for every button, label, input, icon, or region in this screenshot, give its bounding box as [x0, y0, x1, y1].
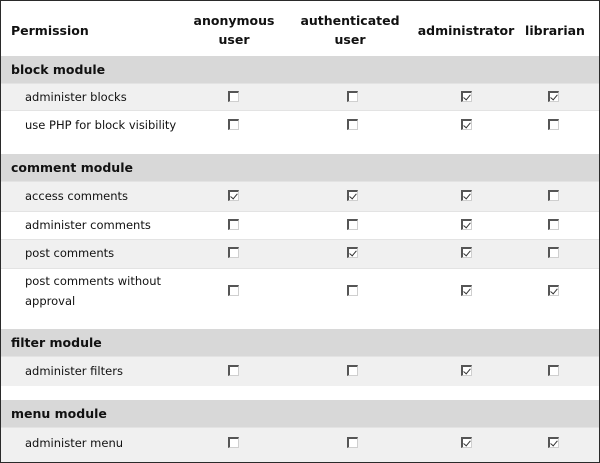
- header-role-line: librarian: [525, 23, 585, 38]
- header-permission: Permission: [11, 23, 89, 38]
- permission-label: administer menu: [25, 436, 124, 450]
- checkbox-authenticated-user[interactable]: [347, 219, 358, 230]
- header-role-line: administrator: [417, 23, 515, 38]
- checkbox-authenticated-user[interactable]: [347, 365, 358, 376]
- checkbox-anonymous-user[interactable]: [228, 190, 239, 201]
- header-role-librarian: [519, 21, 591, 40]
- permission-label: administer filters: [25, 364, 123, 378]
- permission-label: use PHP for block visibility: [25, 118, 177, 132]
- checkbox-administrator[interactable]: [461, 190, 472, 201]
- checkbox-librarian[interactable]: [548, 190, 559, 201]
- checkbox-authenticated-user[interactable]: [347, 91, 358, 102]
- checkbox-anonymous-user[interactable]: [228, 119, 239, 130]
- checkbox-anonymous-user[interactable]: [228, 365, 239, 376]
- module-header-menu: [1, 400, 599, 427]
- permission-label-line: post comments without: [25, 274, 162, 288]
- checkbox-anonymous-user[interactable]: [228, 91, 239, 102]
- module-title: filter module: [11, 335, 102, 350]
- checkbox-librarian[interactable]: [548, 437, 559, 448]
- permission-label: administer comments: [25, 218, 151, 232]
- checkbox-authenticated-user[interactable]: [347, 437, 358, 448]
- permission-label: administer blocks: [25, 90, 127, 104]
- module-title: menu module: [11, 406, 107, 421]
- checkbox-authenticated-user[interactable]: [347, 119, 358, 130]
- permission-row-administer-filters: [1, 356, 599, 386]
- checkbox-librarian[interactable]: [548, 247, 559, 258]
- checkbox-administrator[interactable]: [461, 437, 472, 448]
- permission-row-post-comments-without-approval: [1, 268, 599, 315]
- permission-row-use-php-block-visibility: [1, 110, 599, 140]
- checkbox-anonymous-user[interactable]: [228, 219, 239, 230]
- permission-row-access-comments: [1, 181, 599, 211]
- checkbox-librarian[interactable]: [548, 285, 559, 296]
- header-role-anonymous-user: [179, 11, 289, 49]
- header-role-line: user: [334, 32, 366, 47]
- checkbox-administrator[interactable]: [461, 285, 472, 296]
- checkbox-librarian[interactable]: [548, 219, 559, 230]
- checkbox-librarian[interactable]: [548, 365, 559, 376]
- module-title: comment module: [11, 160, 133, 175]
- checkbox-authenticated-user[interactable]: [347, 190, 358, 201]
- checkbox-administrator[interactable]: [461, 247, 472, 258]
- permission-label-line: approval: [25, 294, 76, 308]
- checkbox-librarian[interactable]: [548, 91, 559, 102]
- permission-row-administer-comments: [1, 211, 599, 239]
- header-role-administrator: [412, 21, 520, 40]
- checkbox-authenticated-user[interactable]: [347, 247, 358, 258]
- header-role-line: user: [218, 32, 250, 47]
- permission-label: access comments: [25, 189, 129, 203]
- checkbox-anonymous-user[interactable]: [228, 437, 239, 448]
- table-header: [1, 1, 599, 57]
- checkbox-librarian[interactable]: [548, 119, 559, 130]
- module-header-block: [1, 56, 599, 83]
- header-role-line: authenticated: [300, 13, 400, 28]
- permission-row-post-comments: [1, 239, 599, 268]
- permission-label: [25, 271, 161, 311]
- header-role-authenticated-user: [295, 11, 405, 49]
- permission-row-administer-menu: [1, 427, 599, 463]
- permission-row-administer-blocks: [1, 83, 599, 110]
- header-role-line: anonymous: [193, 13, 275, 28]
- module-title: block module: [11, 62, 106, 77]
- permission-label: post comments: [25, 246, 115, 260]
- checkbox-administrator[interactable]: [461, 91, 472, 102]
- checkbox-anonymous-user[interactable]: [228, 247, 239, 258]
- checkbox-authenticated-user[interactable]: [347, 285, 358, 296]
- checkbox-administrator[interactable]: [461, 219, 472, 230]
- checkbox-anonymous-user[interactable]: [228, 285, 239, 296]
- checkbox-administrator[interactable]: [461, 365, 472, 376]
- module-header-filter: [1, 329, 599, 356]
- module-header-comment: [1, 154, 599, 181]
- checkbox-administrator[interactable]: [461, 119, 472, 130]
